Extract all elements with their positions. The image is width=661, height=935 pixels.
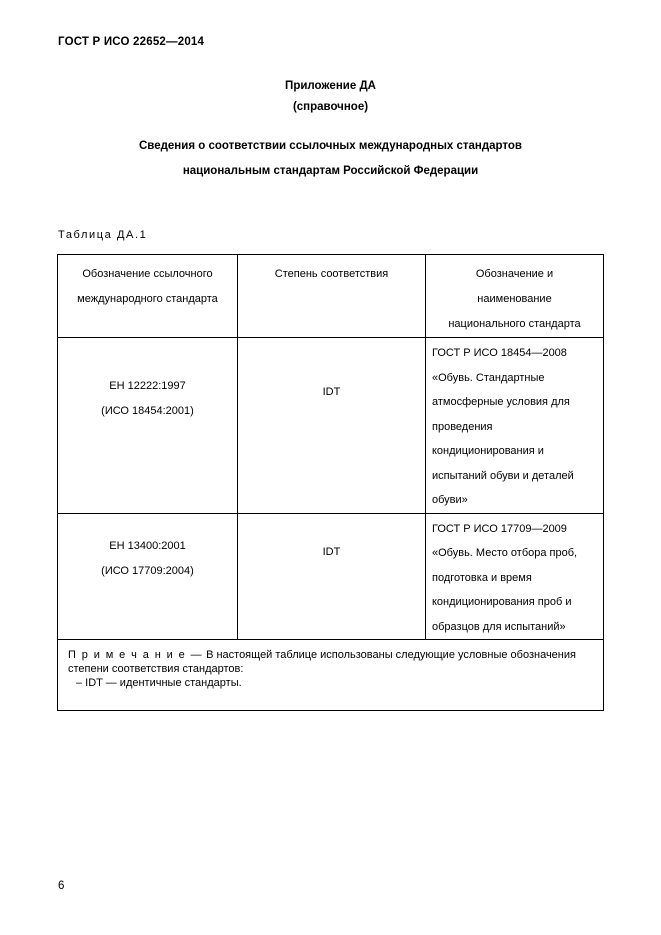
table-column-header-degree	[238, 255, 426, 338]
cell-reference-standard	[58, 338, 238, 514]
table-header-row	[58, 255, 604, 338]
degree-value: IDT	[322, 545, 341, 558]
reference-standard-line-1: ЕН 13400:2001	[109, 539, 186, 552]
column-header-degree-line-1: Степень соответствия	[274, 268, 389, 280]
table-caption: Таблица ДА.1	[58, 229, 148, 241]
table-note-row	[58, 640, 604, 711]
annex-subtitle: (справочное)	[292, 101, 369, 113]
column-header-reference-line-2: международного стандарта	[77, 293, 218, 305]
note-label: П р и м е ч а н и е —	[68, 649, 203, 661]
annex-title: Приложение ДА	[285, 80, 376, 92]
reference-standard-line-2: (ИСО 17709:2004)	[101, 564, 194, 577]
table-note	[58, 640, 604, 711]
annex-description	[80, 134, 581, 184]
column-header-national-line-3: национального стандарта	[448, 318, 581, 330]
cell-reference-standard	[58, 513, 238, 640]
cell-spacer	[238, 338, 425, 386]
national-standard-text: ГОСТ Р ИСО 17709—2009 «Обувь. Место отбора проб, подготовка и время кондиционирования проб и образцов для испытаний»	[432, 522, 578, 633]
cell-spacer	[58, 338, 237, 374]
cell-degree-of-correspondence	[238, 338, 426, 514]
page-number: 6	[58, 880, 65, 892]
cell-degree-of-correspondence	[238, 513, 426, 640]
annex-description-line-1: Сведения о соответствии ссылочных международных стандартов	[138, 140, 522, 152]
column-header-reference-line-1: Обозначение ссылочного	[82, 268, 213, 280]
table-column-header-reference	[58, 255, 238, 338]
note-paragraph	[68, 648, 593, 676]
cell-spacer	[238, 514, 425, 546]
degree-value: IDT	[322, 386, 341, 398]
note-item: – IDT — идентичные стандарты.	[76, 677, 242, 689]
table-row	[58, 513, 604, 640]
reference-standard-line-2: (ИСО 18454:2001)	[101, 405, 194, 417]
column-header-national-line-2: наименование	[477, 293, 552, 305]
cell-national-standard	[426, 513, 604, 640]
reference-standard-line-1: ЕН 12222:1997	[109, 380, 186, 392]
annex-description-line-2: национальным стандартам Российской Федерации	[182, 165, 479, 177]
table-row	[58, 338, 604, 514]
column-header-national-line-1: Обозначение и	[475, 268, 554, 280]
note-text: В настоящей таблице использованы следующие условные обозначения степени соответствия стандартов:	[68, 649, 576, 675]
national-standard-text: ГОСТ Р ИСО 18454—2008 «Обувь. Стандартные атмосферные условия для проведения кондиционирования и испытаний обуви и деталей обуви»	[432, 347, 574, 506]
document-header: ГОСТ Р ИСО 22652—2014	[58, 36, 205, 48]
table-column-header-national	[426, 255, 604, 338]
correspondence-table	[57, 254, 604, 711]
cell-spacer	[58, 514, 237, 534]
cell-national-standard	[426, 338, 604, 514]
